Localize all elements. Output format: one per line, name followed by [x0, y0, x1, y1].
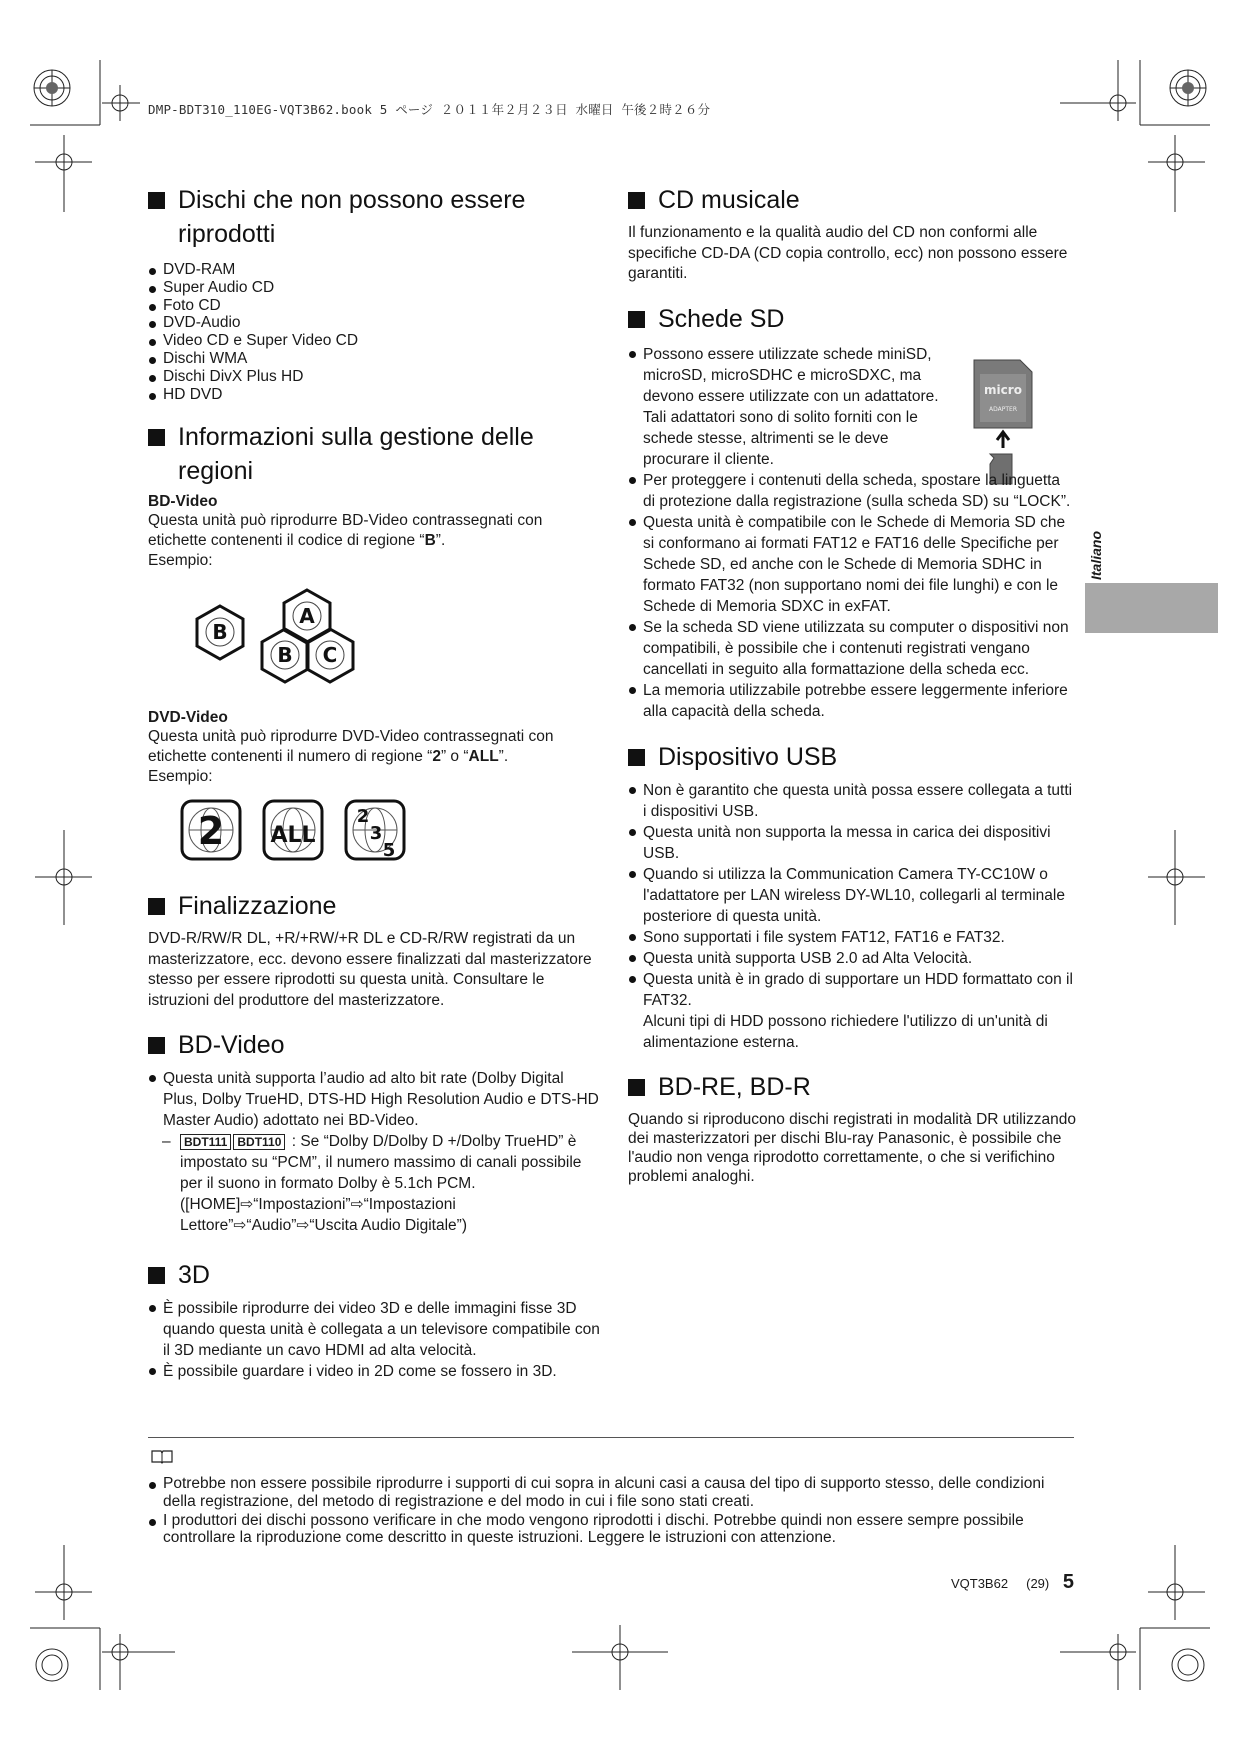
region-code-mark: 2	[197, 809, 225, 854]
book-icon	[150, 1448, 174, 1464]
dvd-video-label: DVD-Video	[148, 709, 228, 727]
list-item: DVD-Audio	[148, 314, 600, 332]
section-square-icon	[148, 1267, 165, 1284]
bd-region-logos	[190, 584, 390, 694]
bd-re-text: Quando si riproducono dischi registrati in modalità DR utilizzando dei masterizzatori per dischi Blu-ray Panasonic, è possibile che l'audio non venga riprodotto correttamente, o che si verifichino problemi analoghi.	[628, 1110, 1077, 1185]
list-item: È possibile guardare i video in 2D come se fossero in 3D.	[148, 1361, 600, 1382]
bd-video-list	[148, 1068, 600, 1131]
sd-card-logo: micro	[984, 382, 1022, 397]
list-item: Questa unità è compatibile con le Schede di Memoria SD che si conformano ai formati FAT12 e FAT16 delle Specifiche per Schede SD, ed anche con le Schede di Memoria SDHC in formato FAT32 (non supportano nomi dei file lunghi) e con le Schede di Memoria SDXC in exFAT.	[628, 512, 1076, 617]
model-tag: BDT111	[180, 1134, 231, 1150]
region-code-mark: 3	[369, 823, 383, 845]
usb-list	[628, 780, 1076, 1053]
sd-card-label: ADAPTER	[989, 405, 1017, 413]
list-item: Dischi WMA	[148, 350, 600, 368]
list-item: DVD-RAM	[148, 261, 600, 279]
section-title-bd-video: BD-Video	[148, 1028, 600, 1062]
list-item: Sono supportati i file system FAT12, FAT16 e FAT32.	[628, 927, 1076, 948]
section-title-unplayable: Dischi che non possono essere riprodotti	[148, 183, 600, 251]
section-square-icon	[148, 429, 165, 446]
region-code-mark: B	[277, 643, 293, 668]
notes-list	[148, 1475, 1074, 1547]
section-title-sd: Schede SD	[628, 302, 1076, 336]
print-header: DMP-BDT310_110EG-VQT3B62.book 5 ページ ２０１１年２月２３日 水曜日 午後２時２６分	[148, 102, 711, 117]
section-title-cd: CD musicale	[628, 183, 1076, 217]
section-title-bd-re: BD-RE, BD-R	[628, 1070, 1076, 1104]
list-item: Questa unità non supporta la messa in carica dei dispositivi USB.	[628, 822, 1076, 864]
region-code-mark: ALL	[270, 823, 316, 849]
dvd-region-text: Questa unità può riprodurre DVD-Video contrassegnati con etichette contenenti il numero di regione “2” o “ALL”. Esempio:	[148, 728, 554, 786]
sub-page-number: (29)	[1026, 1576, 1050, 1591]
list-item: Questa unità supporta l’audio ad alto bit rate (Dolby Digital Plus, Dolby TrueHD, DTS-HD High Resolution Audio e DTS-HD Master Audio) adottato nei BD-Video.	[148, 1068, 600, 1131]
note-item: I produttori dei dischi possono verificare in che modo vengono riprodotti i dischi. Potrebbe quindi non essere sempre possibile controllare la riproduzione come descritto in queste istruzioni. Leggere le istruzioni con attenzione.	[148, 1512, 1074, 1548]
list-item: HD DVD	[148, 386, 600, 404]
section-square-icon	[148, 898, 165, 915]
page-footer	[951, 1571, 1074, 1594]
region-code-mark: 2	[356, 806, 370, 828]
bd-video-sub-item: – BDT111 BDT110 : Se “Dolby D/Dolby D +/Dolby TrueHD” è impostato su “PCM”, il numero massimo di canali possibile per il suono in formato Dolby è 5.1ch PCM. ([HOME]⇨“Impostazioni”⇨“Impostazioni Lettore”⇨“Audio”⇨“Uscita Audio Digitale”)	[162, 1133, 582, 1235]
cd-text: Il funzionamento e la qualità audio del CD non conformi alle specifiche CD-DA (CD copia controllo, ecc) non possono essere garantiti.	[628, 224, 1068, 282]
section-square-icon	[628, 749, 645, 766]
model-tag: BDT110	[233, 1134, 285, 1150]
list-item: Dischi DivX Plus HD	[148, 368, 600, 386]
region-code-mark: A	[299, 604, 315, 629]
list-item: Questa unità è in grado di supportare un HDD formattato con il FAT32. Alcuni tipi di HDD possono richiedere l'utilizzo di un'unità di alimentazione esterna.	[628, 969, 1076, 1053]
section-square-icon	[628, 1079, 645, 1096]
unplayable-list	[148, 261, 600, 403]
doc-code: VQT3B62	[950, 1576, 1009, 1591]
list-item: Per proteggere i contenuti della scheda, spostare la linguetta di protezione dalla registrazione (sulla scheda SD) su “LOCK”.	[628, 470, 1076, 512]
section-title-3d: 3D	[148, 1258, 600, 1292]
right-column	[628, 183, 1076, 1186]
region-code-mark: B	[212, 620, 228, 645]
list-item: Video CD e Super Video CD	[148, 332, 600, 350]
section-square-icon	[148, 1037, 165, 1054]
list-item: È possibile riprodurre dei video 3D e delle immagini fisse 3D quando questa unità è collegata a un televisore compatibile con il 3D mediante un cavo HDMI ad alta velocità.	[148, 1298, 600, 1361]
section-square-icon	[148, 192, 165, 209]
left-column	[148, 183, 600, 1382]
section-title-usb: Dispositivo USB	[628, 740, 1076, 774]
3d-list	[148, 1298, 600, 1382]
list-item: Questa unità supporta USB 2.0 ad Alta Velocità.	[628, 948, 1076, 969]
finalization-text: DVD-R/RW/R DL, +R/+RW/+R DL e CD-R/RW registrati da un masterizzatore, ecc. devono essere finalizzati dal masterizzatore stesso per essere riprodotti su questa unità. Consultare le istruzioni del produttore del masterizzatore.	[148, 930, 592, 1009]
section-square-icon	[628, 311, 645, 328]
sd-list	[628, 344, 1076, 722]
list-item: Super Audio CD	[148, 279, 600, 297]
list-item: Non è garantito che questa unità possa essere collegata a tutti i dispositivi USB.	[628, 780, 1076, 822]
region-code-mark: 5	[382, 840, 396, 862]
list-item: Foto CD	[148, 297, 600, 315]
list-item: Se la scheda SD viene utilizzata su computer o dispositivi non compatibili, è possibile che i contenuti registrati vengano cancellati in seguito alla formattazione della scheda ecc.	[628, 617, 1076, 680]
page-number: 5	[1062, 1571, 1074, 1593]
section-title-region: Informazioni sulla gestione delle regioni	[148, 420, 600, 488]
list-item: Quando si utilizza la Communication Camera TY-CC10W o l'adattatore per LAN wireless DY-WL10, collegarli al terminale posteriore di questa unità.	[628, 864, 1076, 927]
section-title-finalization: Finalizzazione	[148, 889, 600, 923]
region-code-mark: C	[322, 643, 338, 668]
footer-divider	[148, 1437, 1074, 1438]
note-item: Potrebbe non essere possibile riprodurre i supporti di cui sopra in alcuni casi a causa del tipo di supporto stesso, delle condizioni della registrazione, del metodo di registrazione e del modo in cui i file sono stati creati.	[148, 1475, 1074, 1511]
bd-video-label: BD-Video	[148, 493, 218, 511]
sd-section-body	[628, 344, 1076, 722]
dvd-region-logos	[180, 797, 420, 867]
section-square-icon	[628, 192, 645, 209]
bd-region-text: Questa unità può riprodurre BD-Video contrassegnati con etichette contenenti il codice di regione “B”. Esempio:	[148, 512, 543, 570]
language-label: Italiano	[1088, 530, 1104, 580]
language-tab	[1085, 583, 1218, 633]
list-item: Possono essere utilizzate schede miniSD, microSD, microSDHC e microSDXC, ma devono essere utilizzate con un adattatore. Tali adattatori sono di solito forniti con le schede stesse, altrimenti se le deve procurare il cliente.	[628, 344, 1076, 470]
list-item: La memoria utilizzabile potrebbe essere leggermente inferiore alla capacità della scheda.	[628, 680, 1076, 722]
